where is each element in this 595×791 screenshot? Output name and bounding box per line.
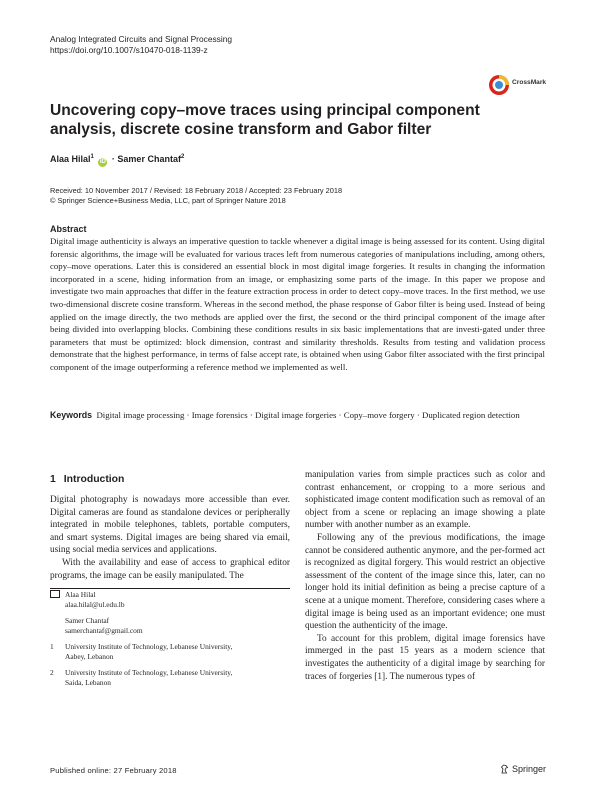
section-number: 1: [50, 474, 56, 485]
right-column: [305, 469, 545, 683]
author-name[interactable]: Samer Chantaf: [117, 154, 181, 164]
section-heading: [50, 474, 124, 485]
article-title: Uncovering copy–move traces using principal component analysis, discrete cosine transform and Gabor filter: [50, 102, 480, 138]
left-column: [50, 494, 290, 582]
affiliation-line: Aabey, Lebanon: [65, 652, 114, 661]
orcid-icon[interactable]: iD: [99, 159, 106, 165]
affiliation-number: 1: [50, 642, 54, 651]
keywords: [50, 409, 545, 422]
affiliation-line: University Institute of Technology, Lebanese University,: [65, 642, 233, 651]
footnotes: [50, 590, 290, 688]
publisher-logo: [500, 764, 546, 774]
abstract-text: Digital image authenticity is always an imperative question to tackle whenever a digital image is being assessed for its content. Using digital forensic algorithms, the image will be evaluated for various traces left from numerous categories of manipulations including, among others, copy–move operations. Later this is considered an essential block in most digital image forgeries. It results in changing the information incorporated in a scene, hiding information from an image, or emphasizing some parts of the image. In this paper we propose and investigate two main approaches that differ in the feature extraction process in order to detect copy–move traces. In the first method, we use two-dimensional discrete cosine transform. Whereas in the second method, the phase response of Gabor filter is being used. Instead of being applied on the image directly, the two methods are applied over the first, the second or the third principal component of the image after being divided into overlapping blocks. Combining these conditions results in six basic implementations that are investi-gated under three parameters that must be optimized: block dimension, contrast and similarity thresholds. Results from testing and validation process demonstrate that the highest performance, in terms of false accept rate, is obtained when using Gabor filter associated with the first principal component of the image outperforming a reference method we implemented as well.: [50, 236, 545, 372]
keywords-label: Keywords: [50, 410, 93, 420]
section-title: Introduction: [63, 474, 125, 485]
affiliation-number: 2: [50, 668, 54, 677]
journal-name: Analog Integrated Circuits and Signal Processing: [50, 34, 233, 44]
contact-email[interactable]: samerchantaf@gmail.com: [65, 626, 143, 635]
paragraph: Following any of the previous modifications, the image cannot be considered authentic anymore, and the per-formed act is recognized as digital forgery. This would restrict an objective assessment of the content of the image since this, later, can no longer hold its initial definition as being a precise capture of a scene at a unique moment. Therefore, considering cases where a digital image is being used as an important evidence; one must question the authenticity of the image.: [305, 532, 545, 632]
springer-horse-icon: [500, 764, 509, 774]
envelope-icon: [50, 590, 60, 601]
published-date: Published online: 27 February 2018: [50, 766, 177, 775]
article-dates: Received: 10 November 2017 / Revised: 18 February 2018 / Accepted: 23 February 2018: [50, 186, 343, 195]
doi-link[interactable]: https://doi.org/10.1007/s10470-018-1139-z: [50, 45, 208, 55]
publisher-name: Springer: [512, 764, 547, 774]
paragraph: With the availability and ease of access to graphical editor programs, the image can be easily manipulated. The: [50, 557, 290, 581]
author-separator: ·: [111, 154, 115, 164]
paragraph: manipulation varies from simple practices such as color and contrast enhancement, or cropping to a more serious and sophisticated image content modification such as removal of an object from a scene or replacing an image showing a plate number with another number as an example.: [305, 470, 545, 531]
affiliation-marker: 1: [90, 154, 94, 160]
contact-name: Alaa Hilal: [65, 590, 96, 599]
paragraph: Digital photography is nowadays more accessible than ever. Digital cameras are found as standalone devices or peripherally integrated in mobile telephones, tablets, portable computers, and smart systems. Digital images are being shared via email, using social media services and applications.: [50, 495, 290, 556]
affiliation-marker: 2: [180, 154, 185, 160]
affiliation-line: Saida, Lebanon: [65, 678, 111, 687]
copyright-notice: © Springer Science+Business Media, LLC, part of Springer Nature 2018: [50, 196, 286, 205]
paragraph: To account for this problem, digital image forensics have immerged in the past 15 years as a modern science that investigates the authenticity of a digital image by searching for traces of forgeries [1]. The numerous types of: [305, 633, 545, 682]
contact-email[interactable]: alaa.hilal@ul.edu.lb: [65, 600, 125, 609]
abstract-heading: Abstract: [50, 224, 87, 234]
keywords-text: Digital image processing · Image forensics · Digital image forgeries · Copy–move forgery · Duplicated region detection: [96, 410, 520, 420]
author-line: [50, 154, 184, 167]
author-name[interactable]: Alaa Hilal: [50, 154, 91, 164]
contact-name: Samer Chantaf: [65, 616, 110, 625]
affiliation-line: University Institute of Technology, Lebanese University,: [65, 668, 233, 677]
footnote-divider: [50, 588, 290, 589]
crossmark-label: CrossMark: [512, 79, 547, 86]
